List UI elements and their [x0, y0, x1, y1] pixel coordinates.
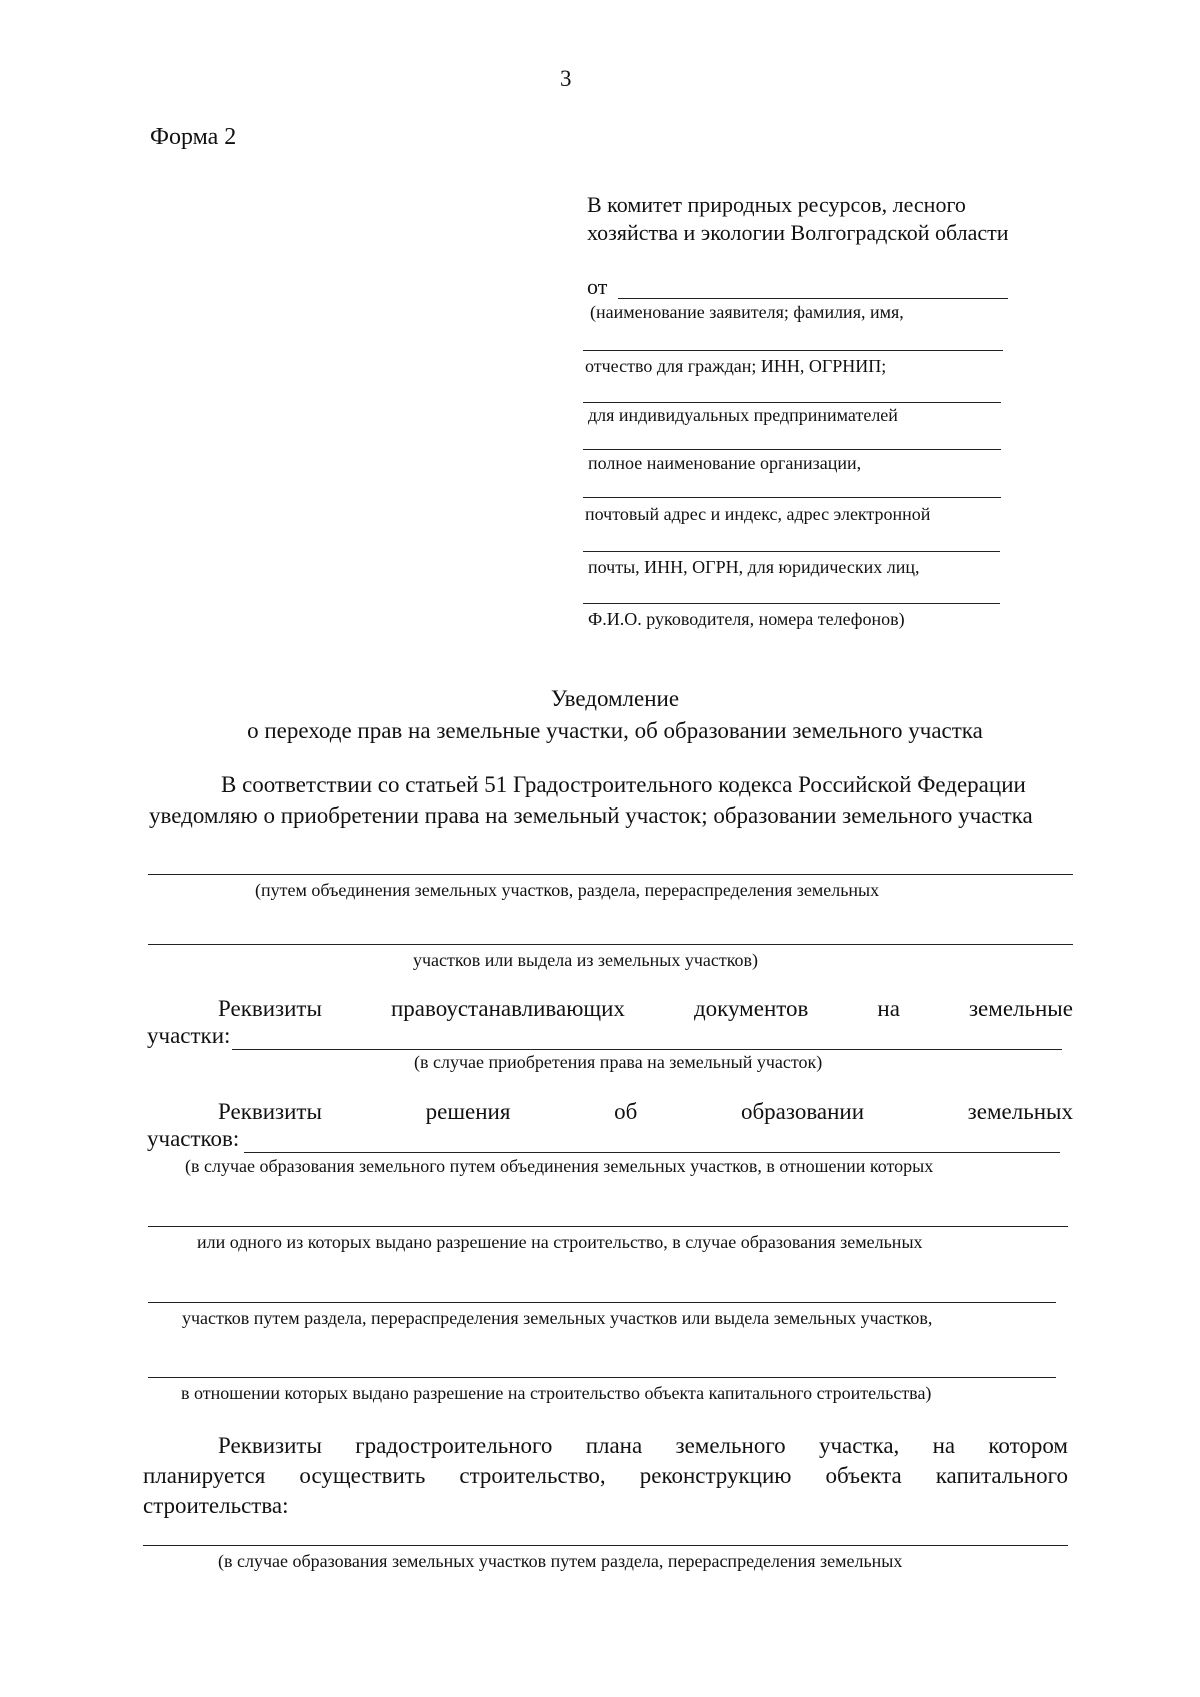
section2-field-line-3[interactable] [148, 1302, 1056, 1303]
section1-word: на [877, 996, 900, 1021]
from-hint-5: почтовый адрес и индекс, адрес электронной [585, 504, 931, 524]
section3-word: осуществить [299, 1463, 426, 1488]
intro-line-1: В соответствии со статьей 51 Градостроительного кодекса Российской Федерации [221, 772, 1026, 797]
method-field-line-2[interactable] [148, 944, 1073, 945]
from-field-line-1[interactable] [618, 298, 1008, 299]
section1-word: документов [693, 996, 809, 1021]
section3-field-line[interactable] [143, 1545, 1068, 1546]
section2-word: решения [425, 1099, 511, 1124]
from-hint-4: полное наименование организации, [588, 453, 862, 473]
section3-word: участка, [818, 1433, 900, 1458]
section3-word: Реквизиты [218, 1433, 322, 1458]
section1-hint: (в случае приобретения права на земельный участок) [414, 1052, 823, 1072]
from-label: от [587, 274, 608, 299]
section3-word: строительство, [459, 1463, 606, 1488]
notice-title: Уведомление [550, 686, 680, 711]
from-hint-6: почты, ИНН, ОГРН, для юридических лиц, [588, 557, 920, 577]
section3-word: реконструкцию [639, 1463, 792, 1488]
section1-field-line[interactable] [232, 1049, 1062, 1050]
section3-line-3: строительства: [143, 1493, 289, 1518]
section2-field-line-4[interactable] [148, 1377, 1056, 1378]
section1-word: правоустанавливающих [390, 996, 625, 1021]
notice-subtitle: о переходе прав на земельные участки, об образовании земельного участка [247, 718, 983, 743]
from-field-line-7[interactable] [583, 603, 1000, 604]
from-field-line-6[interactable] [583, 551, 1000, 552]
section3-word: на [932, 1433, 956, 1458]
section2-cont: участков: [147, 1126, 240, 1151]
section2-hint-4: в отношении которых выдано разрешение на строительство объекта капитального строительства) [181, 1383, 932, 1403]
page-number: 3 [560, 66, 572, 91]
section2-field-line-2[interactable] [148, 1226, 1068, 1227]
section3-word: объекта [825, 1463, 902, 1488]
section3-word: земельного [675, 1433, 786, 1458]
from-field-line-3[interactable] [583, 402, 1001, 403]
section1-heading [218, 996, 1073, 1022]
section3-word: планируется [143, 1463, 266, 1488]
section3-hint: (в случае образования земельных участков путем раздела, перераспределения земельных [218, 1551, 903, 1571]
section1-cont: участки: [147, 1023, 231, 1048]
form-label: Форма 2 [150, 124, 237, 150]
method-field-line-1[interactable] [148, 874, 1073, 875]
from-hint-7: Ф.И.О. руководителя, номера телефонов) [588, 609, 905, 629]
section3-word: котором [988, 1433, 1068, 1458]
from-hint-1: (наименование заявителя; фамилия, имя, [590, 302, 904, 322]
section3-heading-line-2 [143, 1463, 1068, 1489]
addressee-line-1: В комитет природных ресурсов, лесного [587, 192, 966, 217]
section3-word: плана [585, 1433, 643, 1458]
section3-word: градостроительного [355, 1433, 553, 1458]
section2-word: об [614, 1099, 638, 1124]
section1-word: Реквизиты [218, 996, 322, 1021]
method-hint-2: участков или выдела из земельных участков) [413, 950, 759, 970]
method-hint-1: (путем объединения земельных участков, раздела, перераспределения земельных [255, 880, 880, 900]
addressee-line-2: хозяйства и экологии Волгоградской области [587, 220, 1009, 245]
section1-word: земельные [968, 996, 1073, 1021]
from-field-line-2[interactable] [583, 350, 1003, 351]
section3-heading-line-1 [218, 1433, 1068, 1459]
section2-heading [218, 1099, 1073, 1125]
section2-field-line-1[interactable] [244, 1152, 1060, 1153]
from-field-line-4[interactable] [583, 449, 1001, 450]
section2-hint-3: участков путем раздела, перераспределения земельных участков или выдела земельных участков, [182, 1308, 933, 1328]
from-hint-3: для индивидуальных предпринимателей [588, 405, 898, 425]
section2-hint-2: или одного из которых выдано разрешение на строительство, в случае образования земельных [197, 1232, 923, 1252]
section2-word: земельных [967, 1099, 1073, 1124]
section2-word: Реквизиты [218, 1099, 322, 1124]
intro-line-2: уведомляю о приобретении права на земельный участок; образовании земельного участка [149, 803, 1033, 828]
section2-word: образовании [740, 1099, 865, 1124]
section3-word: капитального [935, 1463, 1068, 1488]
section2-hint-1: (в случае образования земельного путем объединения земельных участков, в отношении которых [185, 1156, 934, 1176]
from-hint-2: отчество для граждан; ИНН, ОГРНИП; [585, 356, 887, 376]
from-field-line-5[interactable] [583, 497, 1001, 498]
